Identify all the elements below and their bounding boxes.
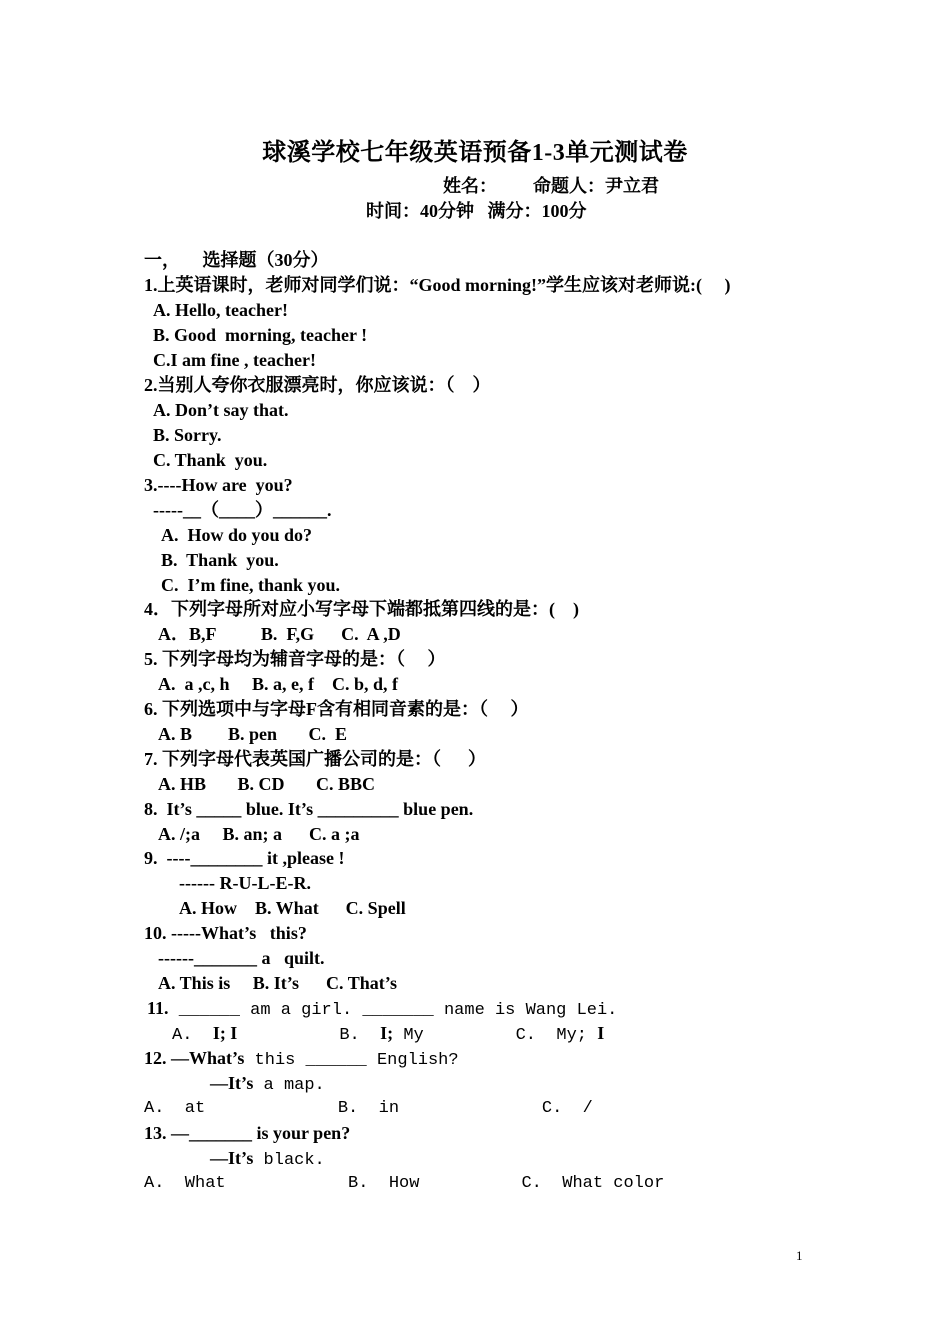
question-10-stem: 10. -----What’s this? [144, 923, 307, 943]
question-11-option-c: I [597, 1023, 605, 1043]
question-12-answer [210, 1071, 325, 1098]
section-heading: 一， 选择题（30分） [144, 250, 329, 270]
question-1-stem: 1.上英语课时，老师对同学们说：“Good morning!”学生应该对老师说:( ) [144, 275, 731, 295]
question-12-number: 12. —What’s [144, 1048, 245, 1068]
name-line: 姓名： 命题人：尹立君 [443, 176, 659, 196]
question-8-stem: 8. It’s _____ blue. It’s _________ blue pen. [144, 799, 474, 819]
question-3-blank: -----__（____）______. [153, 500, 332, 520]
question-1-option-c: C.I am fine , teacher! [153, 350, 316, 370]
question-11-option-c-label: C. My; [423, 1026, 598, 1045]
question-1-option-b: B. Good morning, teacher ! [153, 325, 368, 345]
question-12-stem [144, 1046, 459, 1073]
question-13-answer-dash: —It’s [210, 1148, 254, 1168]
question-2-stem: 2.当别人夸你衣服漂亮时，你应该说：（ ） [144, 375, 491, 395]
question-11-option-b: I; [380, 1023, 394, 1043]
question-3-option-a: A. How do you do? [161, 525, 313, 545]
question-6-stem: 6. 下列选项中与字母F含有相同音素的是：（ ） [144, 699, 529, 719]
question-9-options: A. How B. What C. Spell [179, 898, 406, 918]
question-9-answer: ------ R-U-L-E-R. [179, 873, 311, 893]
question-5-options: A. a ,c, h B. a, e, f C. b, d, f [158, 674, 399, 694]
question-1-option-a: A. Hello, teacher! [153, 300, 288, 320]
question-13-answer [210, 1146, 325, 1173]
question-3-option-b: B. Thank you. [161, 550, 279, 570]
page-number: 1 [796, 1248, 803, 1263]
question-4-stem: 4．下列字母所对应小写字母下端都抵第四线的是：( ) [144, 599, 579, 619]
question-2-option-a: A. Don’t say that. [153, 400, 289, 420]
question-11-text: ______ am a girl. _______ name is Wang Lei. [168, 1001, 618, 1020]
question-11-option-a: I; I [212, 1023, 238, 1043]
question-13-options: A. What B. How C. What color [144, 1174, 665, 1193]
question-11-number: 11. [147, 998, 169, 1018]
question-12-answer-text: a map. [253, 1076, 325, 1095]
question-6-options: A. B B. pen C. E [158, 724, 348, 744]
question-10-answer: ------_______ a quilt. [158, 948, 325, 968]
question-13-stem: 13. —_______ is your pen? [144, 1123, 351, 1143]
question-2-option-b: B. Sorry. [153, 425, 222, 445]
question-9-stem: 9. ----________ it ,please ! [144, 848, 345, 868]
question-13-answer-text: black. [253, 1151, 325, 1170]
question-11-option-a-label: A. [172, 1026, 213, 1045]
question-3-stem: 3.----How are you? [144, 475, 293, 495]
question-7-stem: 7. 下列字母代表英国广播公司的是：（ ） [144, 749, 486, 769]
question-7-options: A. HB B. CD C. BBC [158, 774, 376, 794]
question-11-option-b-rest: My [393, 1026, 424, 1045]
question-12-text: this ______ English? [244, 1051, 459, 1070]
question-10-options: A. This is B. It’s C. That’s [158, 973, 398, 993]
question-11-options [172, 1021, 604, 1048]
time-line: 时间：40分钟 满分：100分 [366, 201, 587, 221]
question-4-options: A．B,F B. F,G C. A ,D [158, 624, 401, 644]
question-2-option-c: C. Thank you. [153, 450, 268, 470]
question-8-options: A. /;a B. an; a C. a ;a [158, 824, 360, 844]
question-5-stem: 5. 下列字母均为辅音字母的是：（ ） [144, 649, 446, 669]
question-11-stem [147, 996, 617, 1023]
question-11-option-b-label: B. [237, 1026, 381, 1045]
page-title: 球溪学校七年级英语预备1-3单元测试卷 [262, 140, 688, 166]
question-3-option-c: C. I’m fine, thank you. [161, 575, 341, 595]
question-12-answer-dash: —It’s [210, 1073, 254, 1093]
question-12-options: A. at B. in C. / [144, 1099, 593, 1118]
